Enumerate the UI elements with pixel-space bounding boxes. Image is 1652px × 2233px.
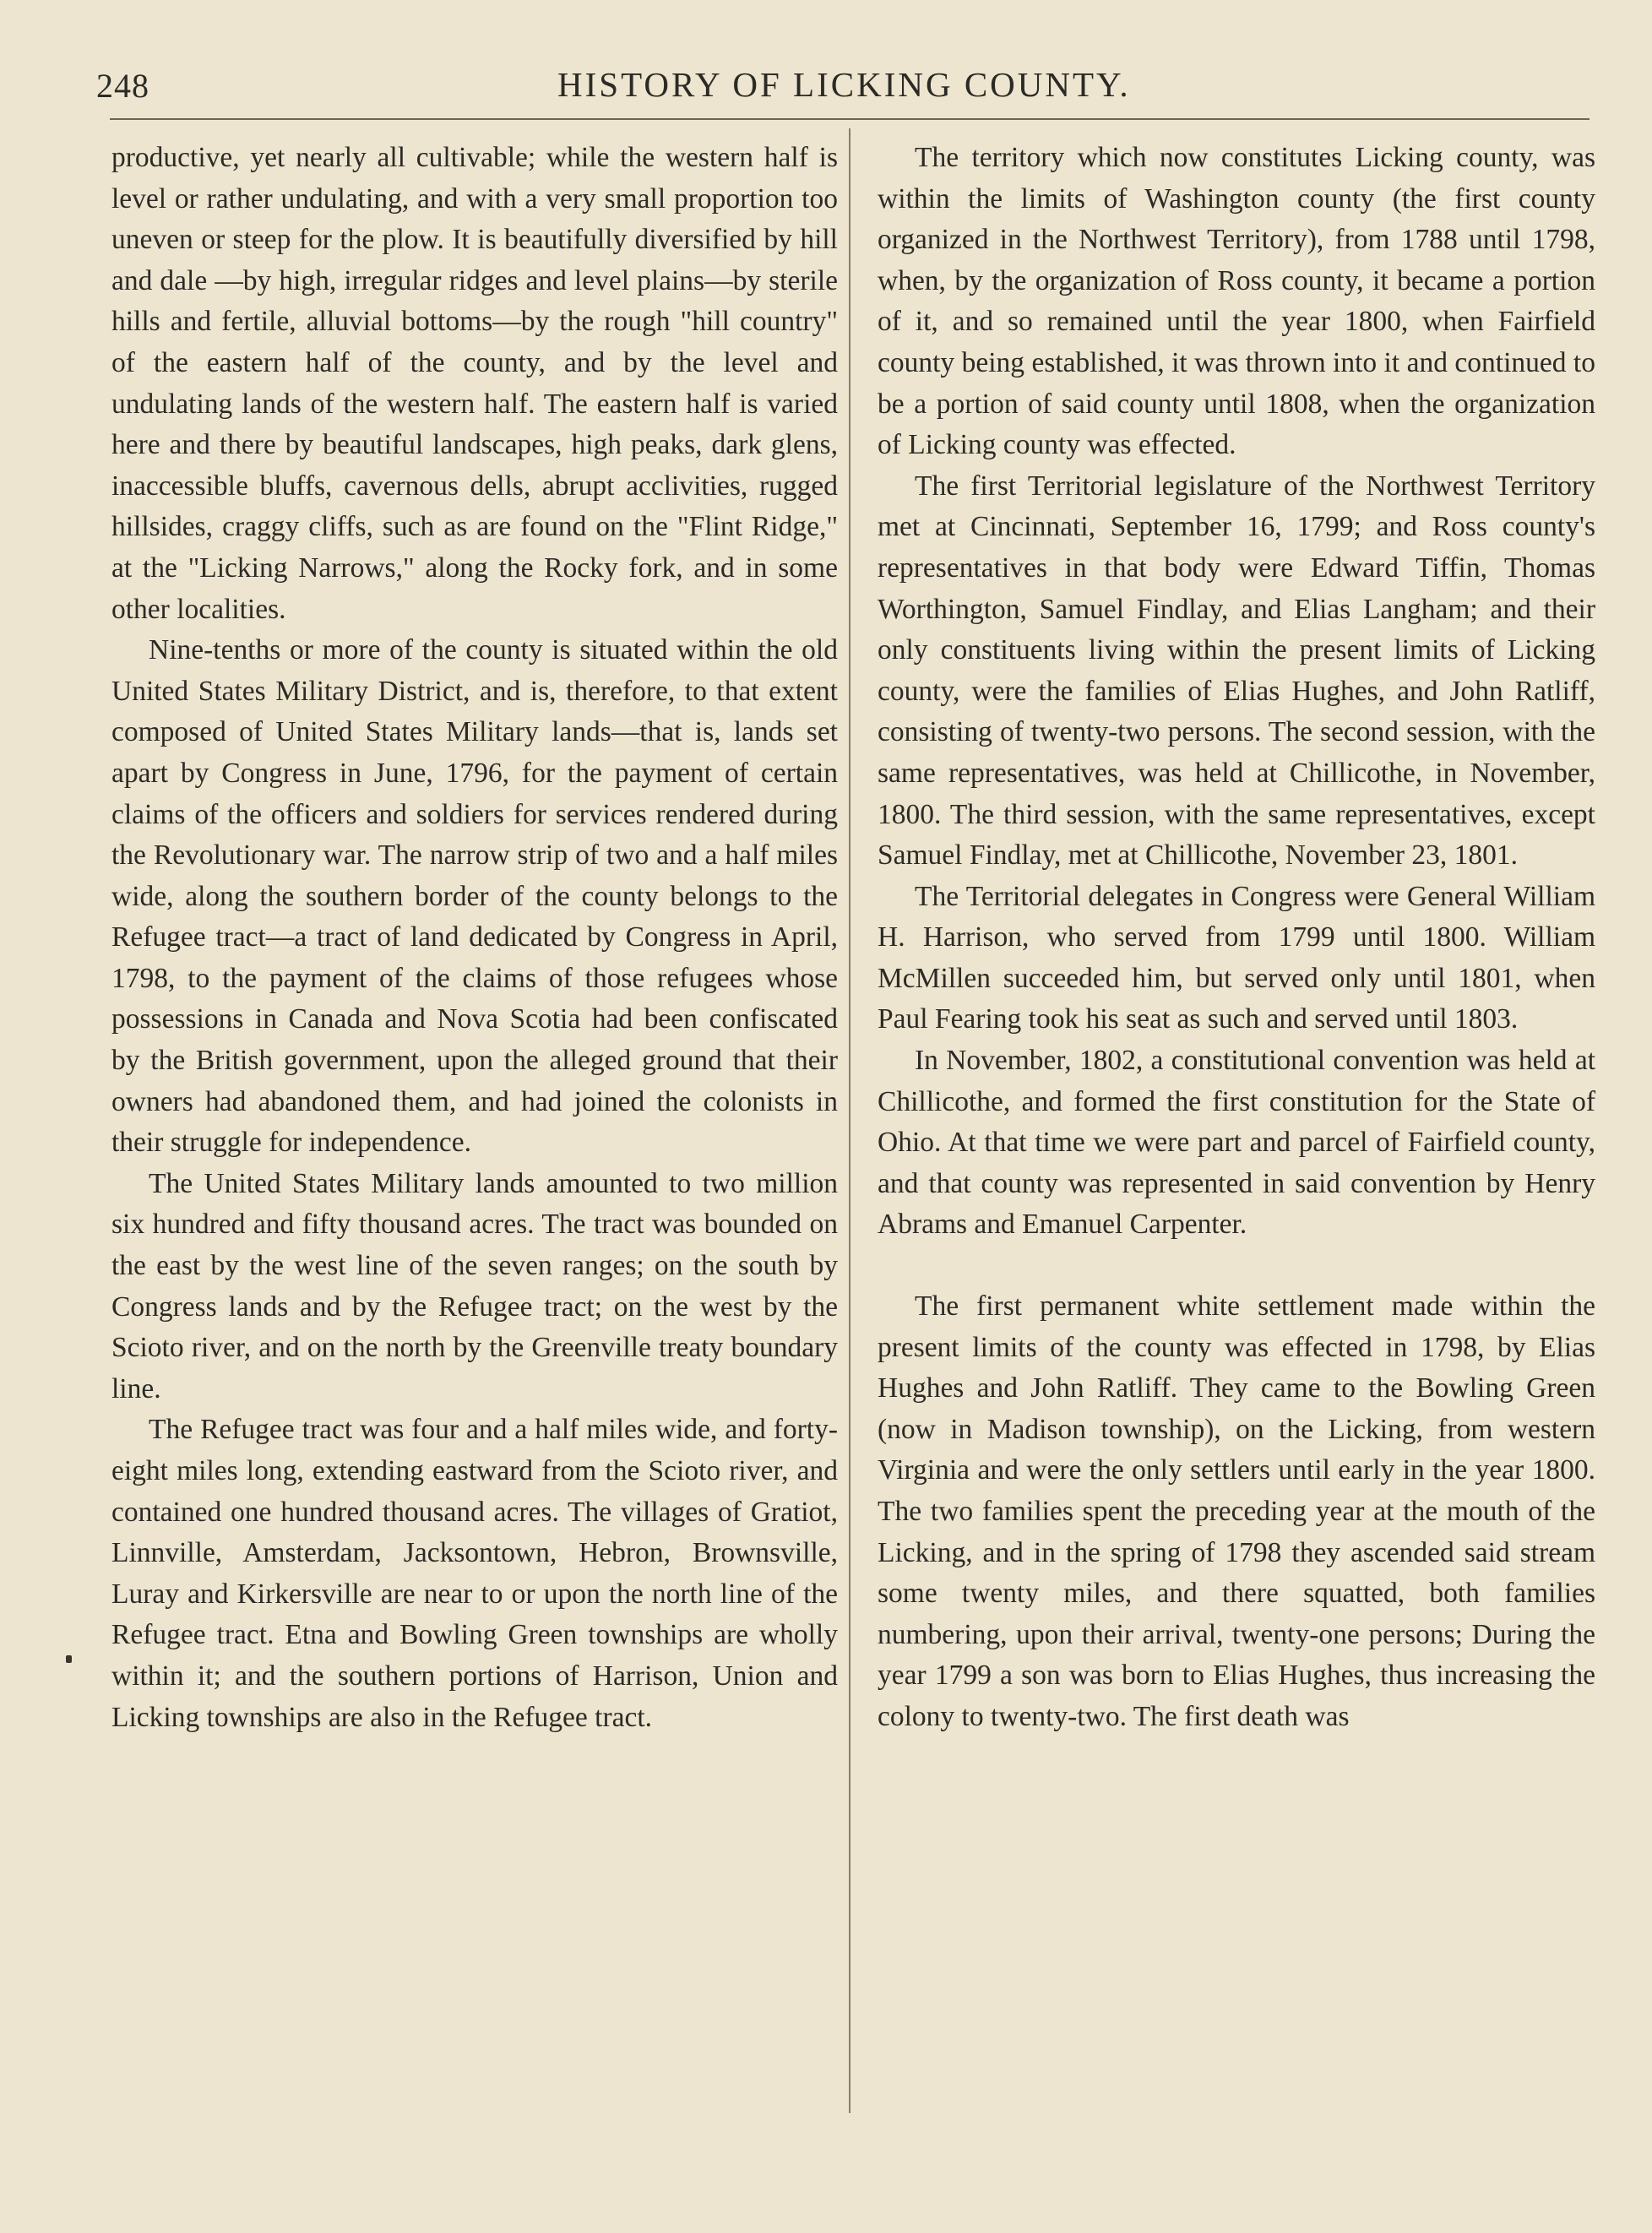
right-paragraph-1: The territory which now constitutes Licking county, was within the limits of Washington county (the first county organized in the Northwest Territory), from 1788 until 1798, when, by the organization of Ross county, it became a portion of it, and so remained until the year 1800, when Fairfield county being established, it was thrown into it and continued to be a portion of said county until 1808, when the organization of Licking county was effected.	[878, 142, 1595, 461]
running-head: HISTORY OF LICKING COUNTY.	[557, 65, 1131, 104]
left-paragraph-2: Nine-tenths or more of the county is situated within the old United States Military District, and is, therefore, to that extent composed of United States Military lands—that is, lands set apart by Congress in June, 1796, for the payment of certain claims of the officers and soldiers for services rendered during the Revolutionary war. The narrow strip of two and a half miles wide, along the southern border of the county belongs to the Refugee tract—a tract of land dedicated by Congress in April, 1798, to the payment of the claims of those refugees whose possessions in Canada and Nova Scotia had been confiscated by the British government, upon the alleged ground that their owners had abandoned them, and had joined the colonists in their struggle for independence.	[111, 634, 838, 1159]
column-divider	[849, 128, 850, 2113]
header-rule	[110, 118, 1590, 120]
left-column	[111, 138, 838, 1738]
left-paragraph-3: The United States Military lands amounted to two million six hundred and fifty thousand acres. The tract was bounded on the east by the west line of the seven ranges; on the south by Congress lands and by the Refugee tract; on the west by the Scioto river, and on the north by the Greenville treaty boundary line.	[111, 1167, 838, 1404]
right-paragraph-2: The first Territorial legislature of the Northwest Territory met at Cincinnati, September 16, 1799; and Ross county's representatives in that body were Edward Tiffin, Thomas Worthington, Samuel Findlay, and Elias Langham; and their only constituents living within the present limits of Licking county, were the families of Elias Hughes, and John Ratliff, consisting of twenty-two persons. The second session, with the same representatives, was held at Chillicothe, in November, 1800. The third session, with the same representatives, except Samuel Findlay, met at Chillicothe, November 23, 1801.	[878, 470, 1595, 872]
right-paragraph-5: The first permanent white settlement made within the present limits of the county was effected in 1798, by Elias Hughes and John Ratliff. They came to the Bowling Green (now in Madison township), on the Licking, from western Virginia and were the only settlers until early in the year 1800. The two families spent the preceding year at the mouth of the Licking, and in the spring of 1798 they ascended said stream some twenty miles, and there squatted, both families numbering, upon their arrival, twenty-one persons; During the year 1799 a son was born to Elias Hughes, thus increasing the colony to twenty-two. The first death was	[878, 1290, 1595, 1732]
right-column	[878, 138, 1595, 1738]
section-break	[878, 1246, 1595, 1286]
left-paragraph-4: The Refugee tract was four and a half miles wide, and forty-eight miles long, extending eastward from the Scioto river, and contained one hundred thousand acres. The villages of Gratiot, Linnville, Amsterdam, Jacksontown, Hebron, Brownsville, Luray and Kirkersville are near to or upon the north line of the Refugee tract. Etna and Bowling Green townships are wholly within it; and the southern portions of Harrison, Union and Licking townships are also in the Refugee tract.	[111, 1414, 838, 1733]
right-paragraph-3: The Territorial delegates in Congress were General William H. Harrison, who served from 1799 until 1800. William McMillen succeeded him, but served only until 1801, when Paul Fearing took his seat as such and served until 1803.	[878, 880, 1595, 1035]
ink-speck	[66, 1655, 72, 1663]
left-paragraph-1: productive, yet nearly all cultivable; while the western half is level or rather undulating, and with a very small proportion too uneven or steep for the plow. It is beautifully diversified by hill and dale —by high, irregular ridges and level plains—by sterile hills and fertile, alluvial bottoms—by the rough "hill country" of the eastern half of the county, and by the level and undulating lands of the western half. The eastern half is varied here and there by beautiful landscapes, high peaks, dark glens, inaccessible bluffs, cavernous dells, abrupt acclivities, rugged hillsides, craggy cliffs, such as are found on the "Flint Ridge," at the "Licking Narrows," along the Rocky fork, and in some other localities.	[111, 142, 838, 625]
page-number: 248	[96, 67, 149, 105]
right-paragraph-4: In November, 1802, a constitutional convention was held at Chillicothe, and formed the first constitution for the State of Ohio. At that time we were part and parcel of Fairfield county, and that county was represented in said convention by Henry Abrams and Emanuel Carpenter.	[878, 1045, 1595, 1241]
